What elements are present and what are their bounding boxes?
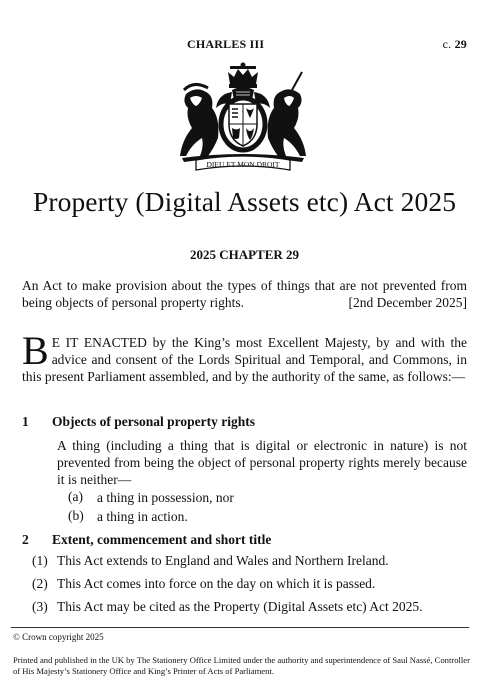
drop-cap: B — [22, 328, 49, 373]
enacting-text: by the King’s most Excellent Majesty, by and with the advice and consent of the Lords Spiritual and Temporal, and Commons, in this present Parliament assembled, and by the authority of the same, as follows:— — [22, 335, 467, 384]
royal-coat-of-arms-icon — [174, 62, 312, 174]
long-title-text: An Act to make provision about the types of things that are not prevented from being objects of personal property rights. — [22, 278, 467, 310]
subsection-label: (2) — [32, 576, 48, 591]
paragraph-label: (a) — [68, 489, 83, 504]
chapter-number: 29 — [454, 37, 467, 51]
printer-statement: Printed and published in the UK by The Stationery Office Limited under the authority and superintendence of Saul Nassé, Controller of His Majesty’s Stationery Office and King’s Printer of Acts of Parliament. — [13, 655, 470, 676]
section-number: 1 — [22, 414, 29, 429]
subsection-label: (3) — [32, 599, 48, 614]
chapter-reference — [443, 37, 467, 52]
chapter-heading: 2025 CHAPTER 29 — [189, 247, 300, 262]
paragraph-text: a thing in possession, nor — [97, 490, 234, 505]
subsection-text: This Act comes into force on the day on which it is passed. — [57, 576, 376, 591]
paragraph-label: (b) — [68, 508, 84, 523]
section-heading: Objects of personal property rights — [52, 414, 255, 429]
act-title: Property (Digital Assets etc) Act 2025 — [32, 186, 457, 217]
chapter-prefix: c. — [442, 37, 452, 51]
enacting-smallcaps: E IT ENACTED — [51, 335, 147, 350]
royal-assent-date: [2nd December 2025] — [348, 295, 467, 310]
footer-divider — [11, 627, 469, 628]
paragraph-text: a thing in action. — [97, 509, 188, 524]
enacting-formula — [22, 328, 467, 385]
section-number: 2 — [22, 532, 29, 547]
svg-text:DIEU ET MON DROIT: DIEU ET MON DROIT — [206, 160, 280, 169]
subsection-label: (1) — [32, 553, 48, 568]
section-text: A thing (including a thing that is digital or electronic in nature) is not prevented from being the object of personal property rights merely because it is neither— — [57, 438, 467, 487]
crown-copyright: © Crown copyright 2025 — [13, 632, 104, 642]
subsection-text: This Act extends to England and Wales and Northern Ireland. — [57, 553, 389, 568]
section-heading: Extent, commencement and short title — [52, 532, 272, 547]
long-title — [22, 277, 467, 311]
subsection-text: This Act may be cited as the Property (Digital Assets etc) Act 2025. — [57, 599, 423, 614]
monarch-header: CHARLES III — [187, 37, 265, 51]
